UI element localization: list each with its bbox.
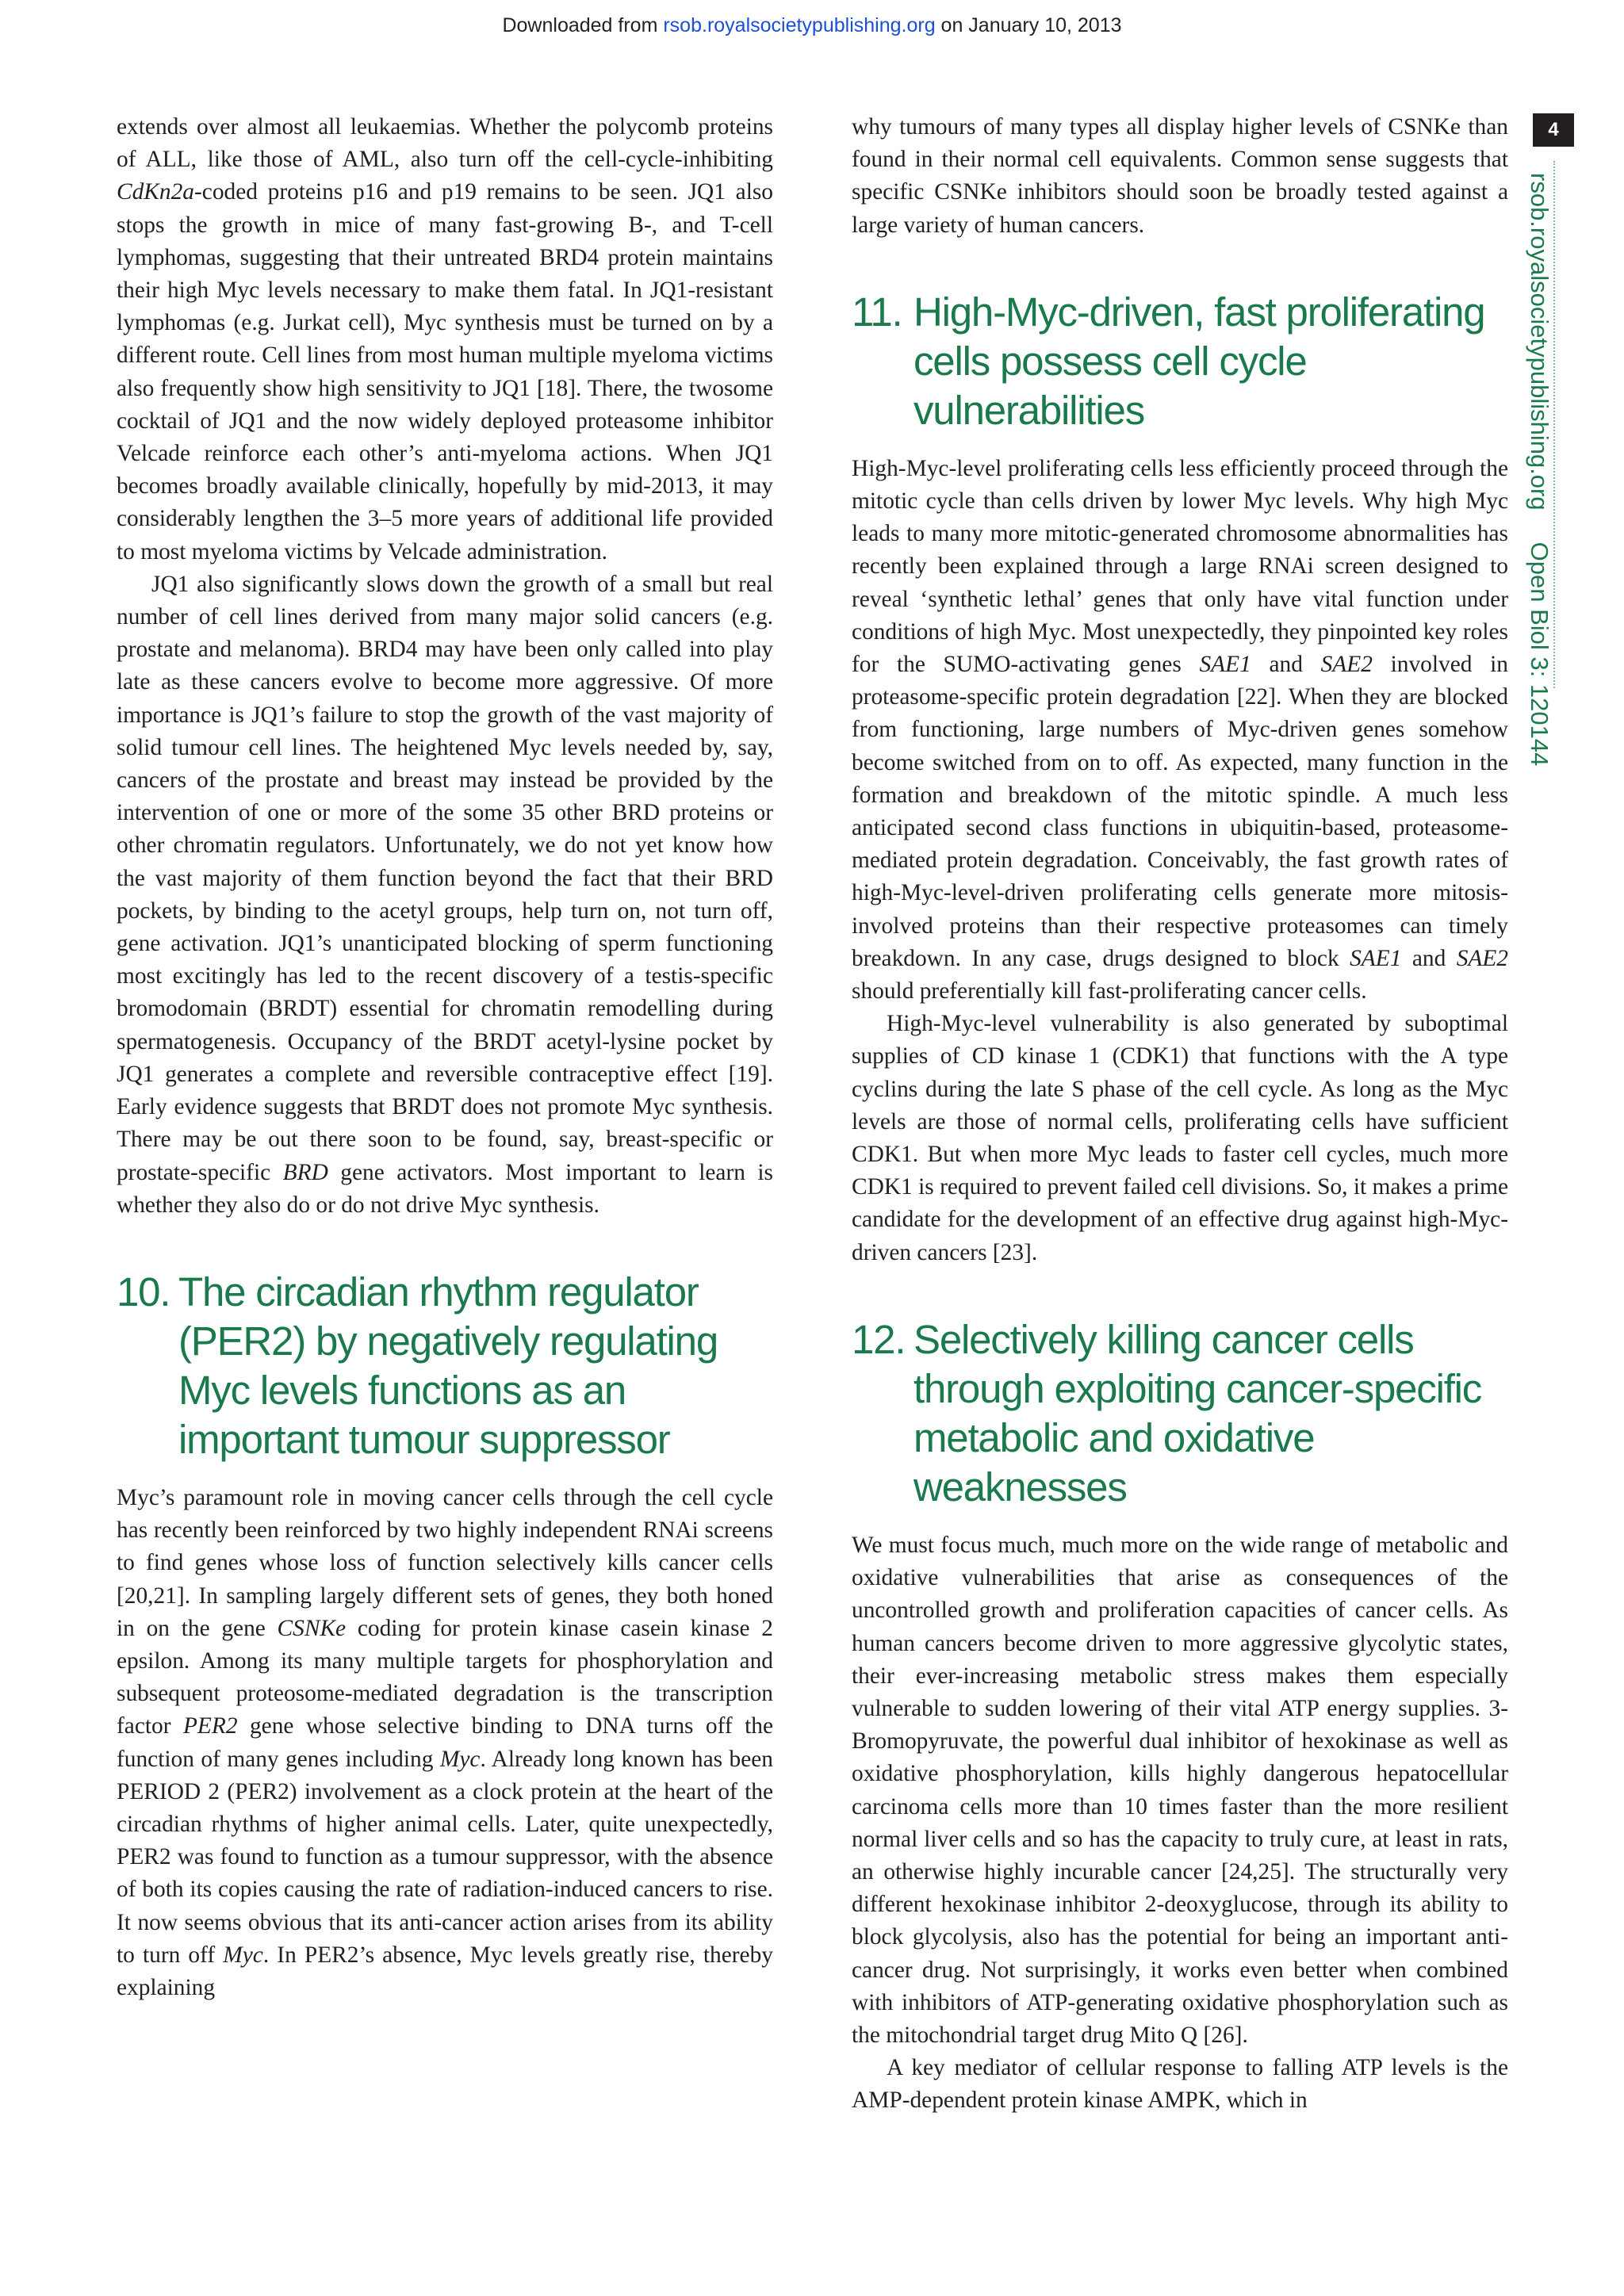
section-title: Selectively killing cancer cells through exploiting cancer-specific metabolic and oxidative weaknesses	[914, 1316, 1482, 1510]
page-number: 4	[1533, 113, 1574, 147]
download-prefix: Downloaded from	[502, 14, 664, 36]
paragraph: High-Myc-level vulnerability is also generated by suboptimal supplies of CD kinase 1 (CDK1) that functions with the A type cyclins during the late S phase of the cell cycle. As long as the Myc levels are those of normal cells, proliferating cells have sufficient CDK1. But when more Myc leads to faster cell cycles, much more CDK1 is required to prevent failed cell divisions. So, it makes a prime candidate for the development of an effective drug against high-Myc-driven cancers [23].	[852, 1011, 1508, 1265]
right-column	[852, 111, 1508, 2118]
section-number: 11.	[852, 289, 902, 335]
section-title: The circadian rhythm regulator (PER2) by negatively regulating Myc levels functions as an important tumour suppressor	[178, 1269, 718, 1462]
sidebar-divider	[1553, 161, 1555, 688]
download-notice	[0, 14, 1624, 37]
section-title: High-Myc-driven, fast proliferating cells possess cell cycle vulnerabilities	[914, 289, 1485, 433]
left-column	[117, 111, 773, 2004]
section-number: 10.	[117, 1269, 170, 1314]
journal-sidebar	[1525, 173, 1553, 766]
sidebar-journal: Open Biol 3: 120144	[1526, 541, 1553, 767]
paragraph: We must focus much, much more on the wide range of metabolic and oxidative vulnerabilities that arise as consequences of the uncontrolled growth and proliferation capacities of cancer cells. As human cancers become driven to more aggressive glycolytic states, their ever-increasing metabolic stress makes them especially vulnerable to sudden lowering of their vital ATP energy supplies. 3-Bromopyruvate, the powerful dual inhibitor of hexokinase as well as oxidative phosphorylation, kills highly dangerous hepatocellular carcinoma cells more than 10 times faster than the more resilient normal liver cells and so has the capacity to truly cure, at least in rats, an otherwise highly incurable cancer [24,25]. The structurally very different hexokinase inhibitor 2-deoxyglucose, through its ability to block glycolysis, also has the potential for being an important anti-cancer drug. Not surprisingly, it works even better when combined with inhibitors of ATP-generating oxidative phosphorylation such as the mitochondrial target drug Mito Q [26].	[852, 1532, 1508, 2048]
download-date: on January 10, 2013	[935, 14, 1122, 36]
paragraph: extends over almost all leukaemias. Whether the polycomb proteins of ALL, like those of AML, also turn off the cell-cycle-inhibiting CdKn2a-coded proteins p16 and p19 remains to be seen. JQ1 also stops the growth in mice of many fast-growing B-, and T-cell lymphomas, suggesting that their untreated BRD4 protein maintains their high Myc levels necessary to make them fatal. In JQ1-resistant lymphomas (e.g. Jurkat cell), Myc synthesis must be turned on by a different route. Cell lines from most human multiple myeloma victims also frequently show high sensitivity to JQ1 [18]. There, the twosome cocktail of JQ1 and the now widely deployed proteasome inhibitor Velcade reinforce each other’s anti-myeloma actions. When JQ1 becomes broadly available clinically, hopefully by mid-2013, it may considerably lengthen the 3–5 more years of additional life provided to most myeloma victims by Velcade administration.	[117, 114, 773, 564]
section-heading-11	[852, 288, 1508, 435]
paragraph: why tumours of many types all display higher levels of CSNKe than found in their normal cell equivalents. Common sense suggests that specific CSNKe inhibitors should soon be broadly tested against a large variety of human cancers.	[852, 114, 1508, 238]
paragraph: Myc’s paramount role in moving cancer cells through the cell cycle has recently been reinforced by two highly independent RNAi screens to find genes whose loss of function selectively kills cancer cells [20,21]. In sampling largely different sets of genes, they both honed in on the gene CSNKe coding for protein kinase casein kinase 2 epsilon. Among its many multiple targets for phosphorylation and subsequent proteosome-mediated degradation is the transcription factor PER2 gene whose selective binding to DNA turns off the function of many genes including Myc. Already long known has been PERIOD 2 (PER2) involvement as a clock protein at the heart of the circadian rhythms of higher animal cells. Later, quite unexpectedly, PER2 was found to function as a tumour suppressor, with the absence of both its copies causing the rate of radiation-induced cancers to rise. It now seems obvious that its anti-cancer action arises from its ability to turn off Myc. In PER2’s absence, Myc levels greatly rise, thereby explaining	[117, 1484, 773, 2000]
section-heading-10	[117, 1268, 773, 1464]
paragraph: High-Myc-level proliferating cells less efficiently proceed through the mitotic cycle than cells driven by lower Myc levels. Why high Myc leads to many more mitotic-generated chromosome abnormalities has recently been explained through a large RNAi screen designed to reveal ‘synthetic lethal’ genes that only have vital function under conditions of high Myc. Most unexpectedly, they pinpointed key roles for the SUMO-activating genes SAE1 and SAE2 involved in proteasome-specific protein degradation [22]. When they are blocked from functioning, large numbers of Myc-driven genes somehow become switched from on to off. As expected, many function in the formation and breakdown of the mitotic spindle. A much less anticipated second class functions in ubiquitin-based, proteasome-mediated protein degradation. Conceivably, the fast growth rates of high-Myc-level-driven proliferating cells generate more mitosis-involved proteins than their respective proteasomes can timely breakdown. In any case, drugs designed to block SAE1 and SAE2 should preferentially kill fast-proliferating cancer cells.	[852, 455, 1508, 1004]
section-heading-12	[852, 1315, 1508, 1512]
sidebar-site: rsob.royalsocietypublishing.org	[1526, 173, 1553, 511]
journal-site-link[interactable]: rsob.royalsocietypublishing.org	[663, 14, 936, 36]
paragraph: JQ1 also significantly slows down the growth of a small but real number of cell lines derived from many major solid cancers (e.g. prostate and melanoma). BRD4 may have been only called into play late as these cancers evolve to become more aggressive. Of more importance is JQ1’s failure to stop the growth of the vast majority of solid tumour cell lines. The heightened Myc levels needed by, say, cancers of the prostate and breast may instead be provided by the intervention of one or more of the some 35 other BRD proteins or other chromatin regulators. Unfortunately, we do not yet know how the vast majority of them function beyond the fact that their BRD pockets, by binding to the acetyl groups, help turn on, not turn off, gene activation. JQ1’s unanticipated blocking of sperm functioning most excitingly has led to the recent discovery of a testis-specific bromodomain (BRDT) essential for chromatin remodelling during spermatogenesis. Occupancy of the BRDT acetyl-lysine pocket by JQ1 generates a complete and reversible contraceptive effect [19]. Early evidence suggests that BRDT does not promote Myc synthesis. There may be out there soon to be found, say, breast-specific or prostate-specific BRD gene activators. Most important to learn is whether they also do or do not drive Myc synthesis.	[117, 571, 773, 1218]
paragraph: A key mediator of cellular response to falling ATP levels is the AMP-dependent protein kinase AMPK, which in	[852, 2055, 1508, 2114]
section-number: 12.	[852, 1316, 906, 1362]
